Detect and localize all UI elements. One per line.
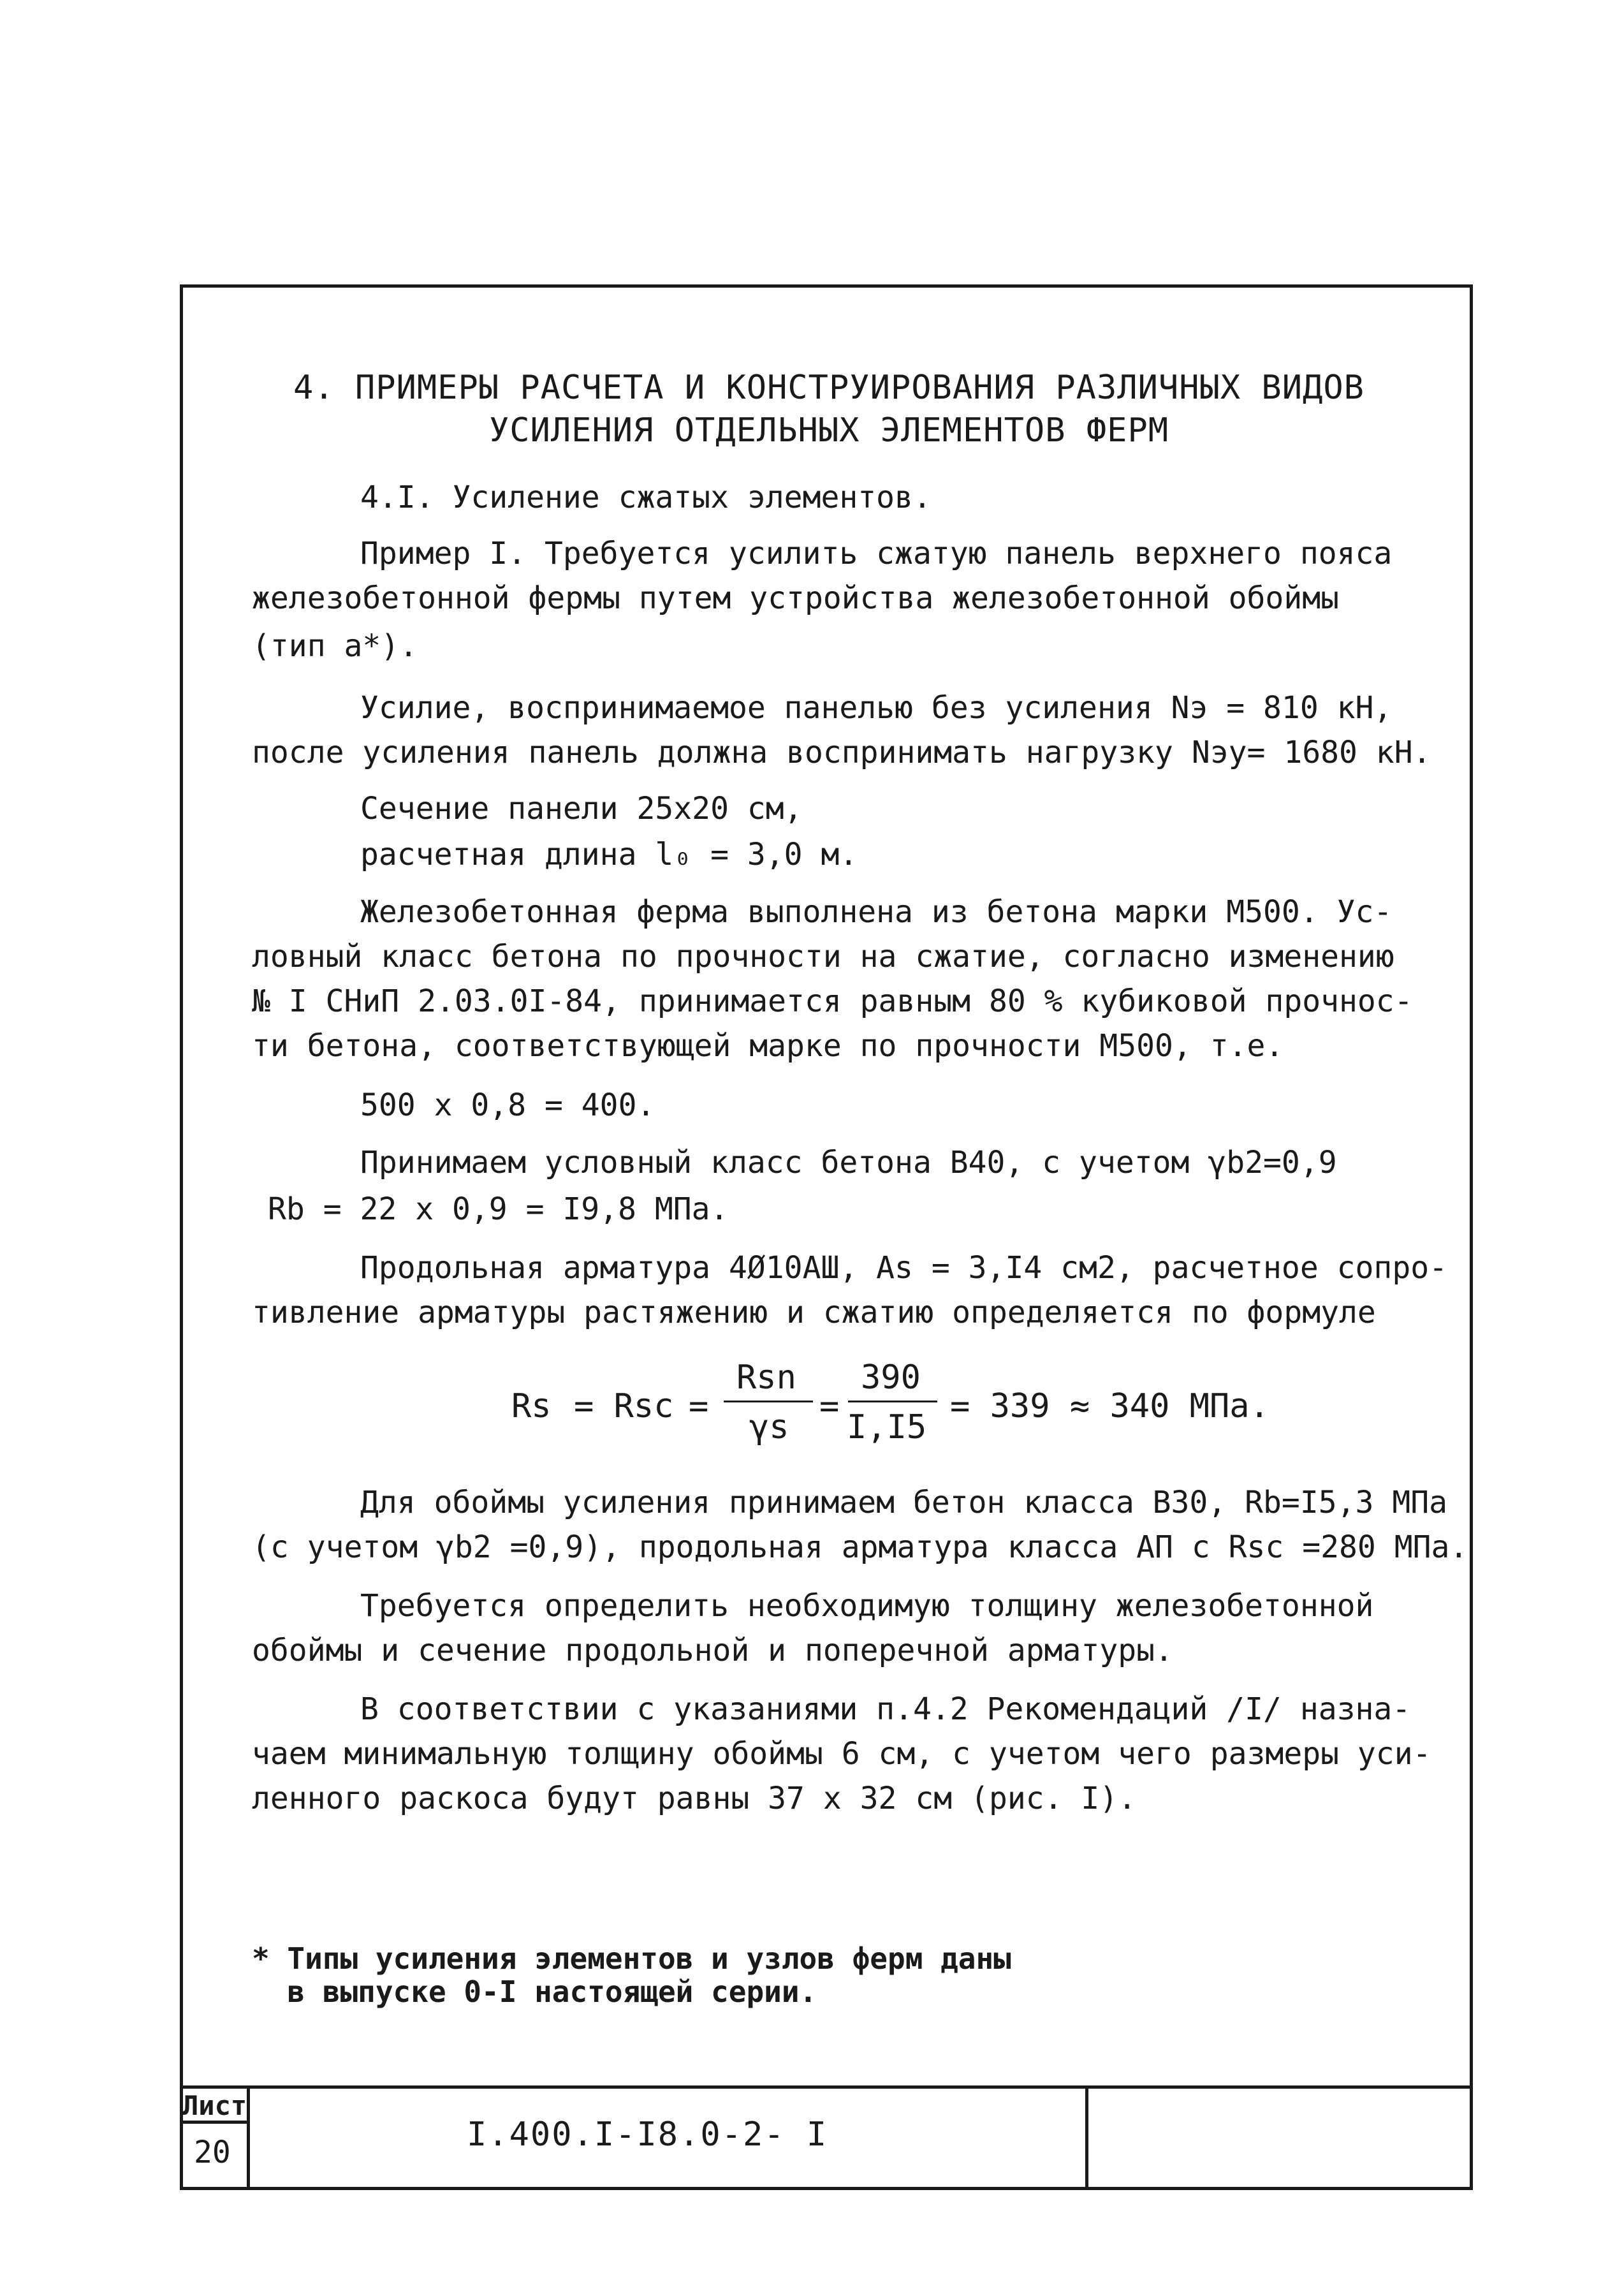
footnote-line-2: в выпуске 0-I настоящей серии. [252, 1975, 817, 2009]
text-line: Принимаем условный класс бетона В40, с учетом γb2=0,9 [360, 1145, 1337, 1180]
formula-eq: = [819, 1387, 840, 1425]
text-line: (с учетом γb2 =0,9), продольная арматура класса АП с Rsc =280 МПа. [252, 1529, 1468, 1565]
section-title: 4.I. Усиление сжатых элементов. [360, 480, 932, 515]
sheet-number: 20 [194, 2135, 231, 2170]
text-line: В соответствии с указаниями п.4.2 Рекомендаций /I/ назна- [360, 1691, 1411, 1727]
fraction-line-2 [848, 1401, 937, 1402]
text-line: Требуется определить необходимую толщину железобетонной [360, 1588, 1374, 1624]
text-line: ти бетона, соответствующей марке по прочности М500, т.е. [252, 1028, 1284, 1064]
text-line: обоймы и сечение продольной и поперечной арматуры. [252, 1633, 1173, 1668]
text-line: Железобетонная ферма выполнена из бетона марки М500. Ус- [360, 894, 1393, 930]
text-line: № I СНиП 2.03.0I-84, принимается равным 80 % кубиковой прочнос- [252, 983, 1413, 1019]
formula-result: = 339 ≈ 340 МПа. [950, 1387, 1269, 1425]
heading-line-2: УСИЛЕНИЯ ОТДЕЛЬНЫХ ЭЛЕМЕНТОВ ФЕРМ [488, 411, 1169, 450]
text-line: Для обоймы усиления принимаем бетон класса В30, Rb=I5,3 МПа [360, 1485, 1448, 1520]
formula-lhs: Rs [511, 1387, 552, 1425]
fraction-line-1 [724, 1401, 813, 1402]
sheet-label: Лист [182, 2090, 247, 2121]
text-line: после усиления панель должна воспринимать нагрузку Nэу= 1680 кН. [252, 735, 1431, 770]
text-line: железобетонной фермы путем устройства железобетонной обоймы [252, 580, 1340, 616]
stamp-divider [247, 2089, 250, 2187]
formula-eq: = [689, 1387, 709, 1425]
text-line: Продольная арматура 4Ø10АШ, As = 3,I4 см2, расчетное сопро- [360, 1250, 1448, 1286]
formula-rs [497, 1358, 1269, 1460]
text-line: чаем минимальную толщину обоймы 6 см, с учетом чего размеры уси- [252, 1736, 1431, 1772]
formula-den-2: I,I5 [847, 1408, 927, 1446]
text-line: расчетная длина l₀ = 3,0 м. [360, 837, 858, 872]
text-line: Усилие, воспринимаемое панелью без усиления Nэ = 810 кН, [360, 690, 1393, 726]
formula-den-1: γs [749, 1408, 789, 1446]
stamp-divider [1085, 2089, 1088, 2187]
text-line: 500 х 0,8 = 400. [360, 1087, 655, 1123]
text-line: Сечение панели 25х20 см, [360, 791, 803, 827]
text-line: (тип a*). [252, 628, 418, 664]
heading-line-1: 4. ПРИМЕРЫ РАСЧЕТА И КОНСТРУИРОВАНИЯ РАЗЛИЧНЫХ ВИДОВ [293, 369, 1364, 407]
formula-num-1: Rsn [736, 1358, 796, 1397]
title-block [180, 2085, 1473, 2190]
text-line: ловный класс бетона по прочности на сжатие, согласно изменению [252, 939, 1394, 975]
text-line: Rb = 22 х 0,9 = I9,8 МПа. [268, 1191, 729, 1227]
text-line: Пример I. Требуется усилить сжатую панель верхнего пояса [360, 536, 1393, 571]
footnote-line-1: * Типы усиления элементов и узлов ферм даны [252, 1941, 1011, 1976]
text-line: ленного раскоса будут равны 37 х 32 см (рис. I). [252, 1781, 1137, 1816]
document-code: I.400.I-I8.0-2- I [467, 2115, 828, 2154]
formula-num-2: 390 [861, 1358, 921, 1397]
formula-rsc: = Rsc [574, 1387, 674, 1425]
text-line: тивление арматуры растяжению и сжатию определяется по формуле [252, 1295, 1376, 1330]
